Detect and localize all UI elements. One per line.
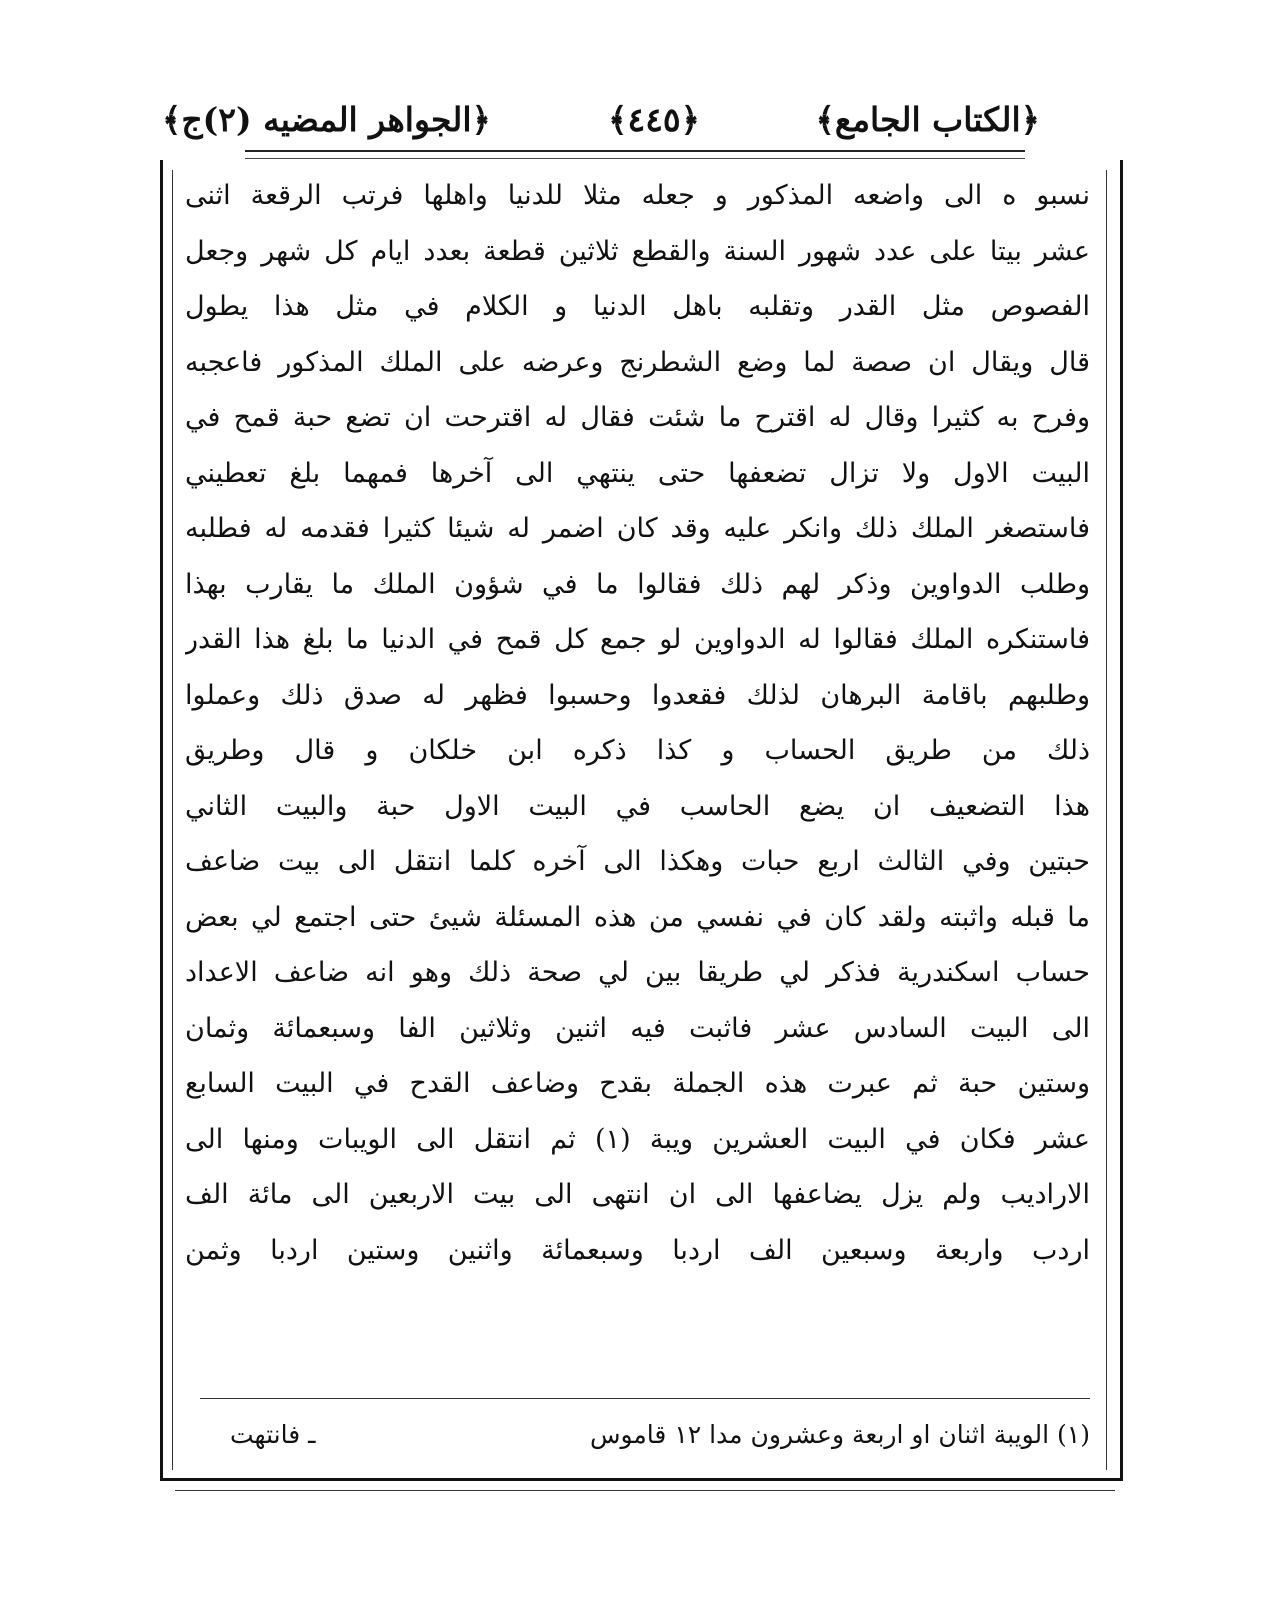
running-title: ﴿الجواهر المضيه (٢)ج﴾ <box>162 100 491 139</box>
page-number: ﴿٤٤٥﴾ <box>608 100 700 139</box>
bottom-rule-thin <box>175 1490 1115 1491</box>
text-line: فاستنكره الملك فقالوا له الدواوين لو جمع كل قمح في الدنيا ما بلغ هذا القدر <box>185 624 1090 655</box>
text-line: وطلبهم باقامة البرهان لذلك فقعدوا وحسبوا فظهر له صدق ذلك وعملوا <box>185 679 1090 711</box>
text-line: اردب واربعة وسبعين الف اردبا وسبعمائة واثنين وستين اردبا وثمن <box>185 1234 1090 1266</box>
text-line: هذا التضعيف ان يضع الحاسب في البيت الاول حبة والبيت الثاني <box>185 790 1090 822</box>
text-line: حساب اسكندرية فذكر لي طريقا بين لي صحة ذلك وهو انه ضاعف الاعداد <box>185 957 1090 988</box>
footnote <box>190 1410 1090 1460</box>
text-line: الى البيت السادس عشر فاثبت فيه اثنين وثلاثين الفا وسبعمائة وثمان <box>185 1012 1090 1044</box>
text-line: ذلك من طريق الحساب و كذا ذكره ابن خلكان و قال وطريق <box>185 735 1090 766</box>
text-line: وفرح به كثيرا وقال له اقترح ما شئت فقال له اقترحت ان تضع حبة قمح في <box>185 402 1090 433</box>
book-title: ﴿الكتاب الجامع﴾ <box>815 100 1040 139</box>
body-text <box>185 168 1090 1390</box>
footnote-end-mark: ـ فانتهت <box>230 1420 316 1449</box>
text-line: الفصوص مثل القدر وتقلبه باهل الدنيا و الكلام في مثل هذا يطول <box>185 291 1090 322</box>
text-line: نسبو ه الى واضعه المذكور و جعله مثلا للدنيا واهلها فرتب الرقعة اثنى <box>185 180 1090 211</box>
footnote-text: (١) الويبة اثنان او اربعة وعشرون مدا ١٢ قاموس <box>589 1420 1090 1449</box>
bottom-rule <box>160 1478 1123 1481</box>
text-line: ما قبله واثبته ولقد كان في نفسي من هذه المسئلة شيئ حتى اجتمع لي بعض <box>185 901 1090 933</box>
header-rule-thin <box>245 158 1025 159</box>
text-line: فاستصغر الملك ذلك وانكر عليه وقد كان اضمر له شيئا كثيرا فقدمه له فطلبه <box>185 513 1090 544</box>
header-rule <box>245 150 1025 152</box>
text-line: وطلب الدواوين وذكر لهم ذلك فقالوا ما في شؤون الملك ما يقارب بهذا <box>185 568 1090 600</box>
running-header <box>150 95 1040 145</box>
text-line: حبتين وفي الثالث اربع حبات وهكذا الى آخره كلما انتقل الى بيت ضاعف <box>185 846 1090 877</box>
text-line: قال ويقال ان صصة لما وضع الشطرنج وعرضه على الملك المذكور فاعجبه <box>185 346 1090 378</box>
text-line: عشر بيتا على عدد شهور السنة والقطع ثلاثين قطعة بعدد ايام كل شهر وجعل <box>185 235 1090 267</box>
footnote-rule <box>200 1398 1090 1399</box>
text-line: البيت الاول ولا تزال تضعفها حتى ينتهي الى آخرها فمهما بلغ تعطيني <box>185 457 1090 489</box>
text-line: عشر فكان في البيت العشرين ويبة (١) ثم انتقل الى الويبات ومنها الى <box>185 1123 1090 1155</box>
text-line: الاراديب ولم يزل يضاعفها الى ان انتهى الى بيت الاربعين الى مائة الف <box>185 1179 1090 1210</box>
text-line: وستين حبة ثم عبرت هذه الجملة بقدح وضاعف القدح في البيت السابع <box>185 1068 1090 1099</box>
